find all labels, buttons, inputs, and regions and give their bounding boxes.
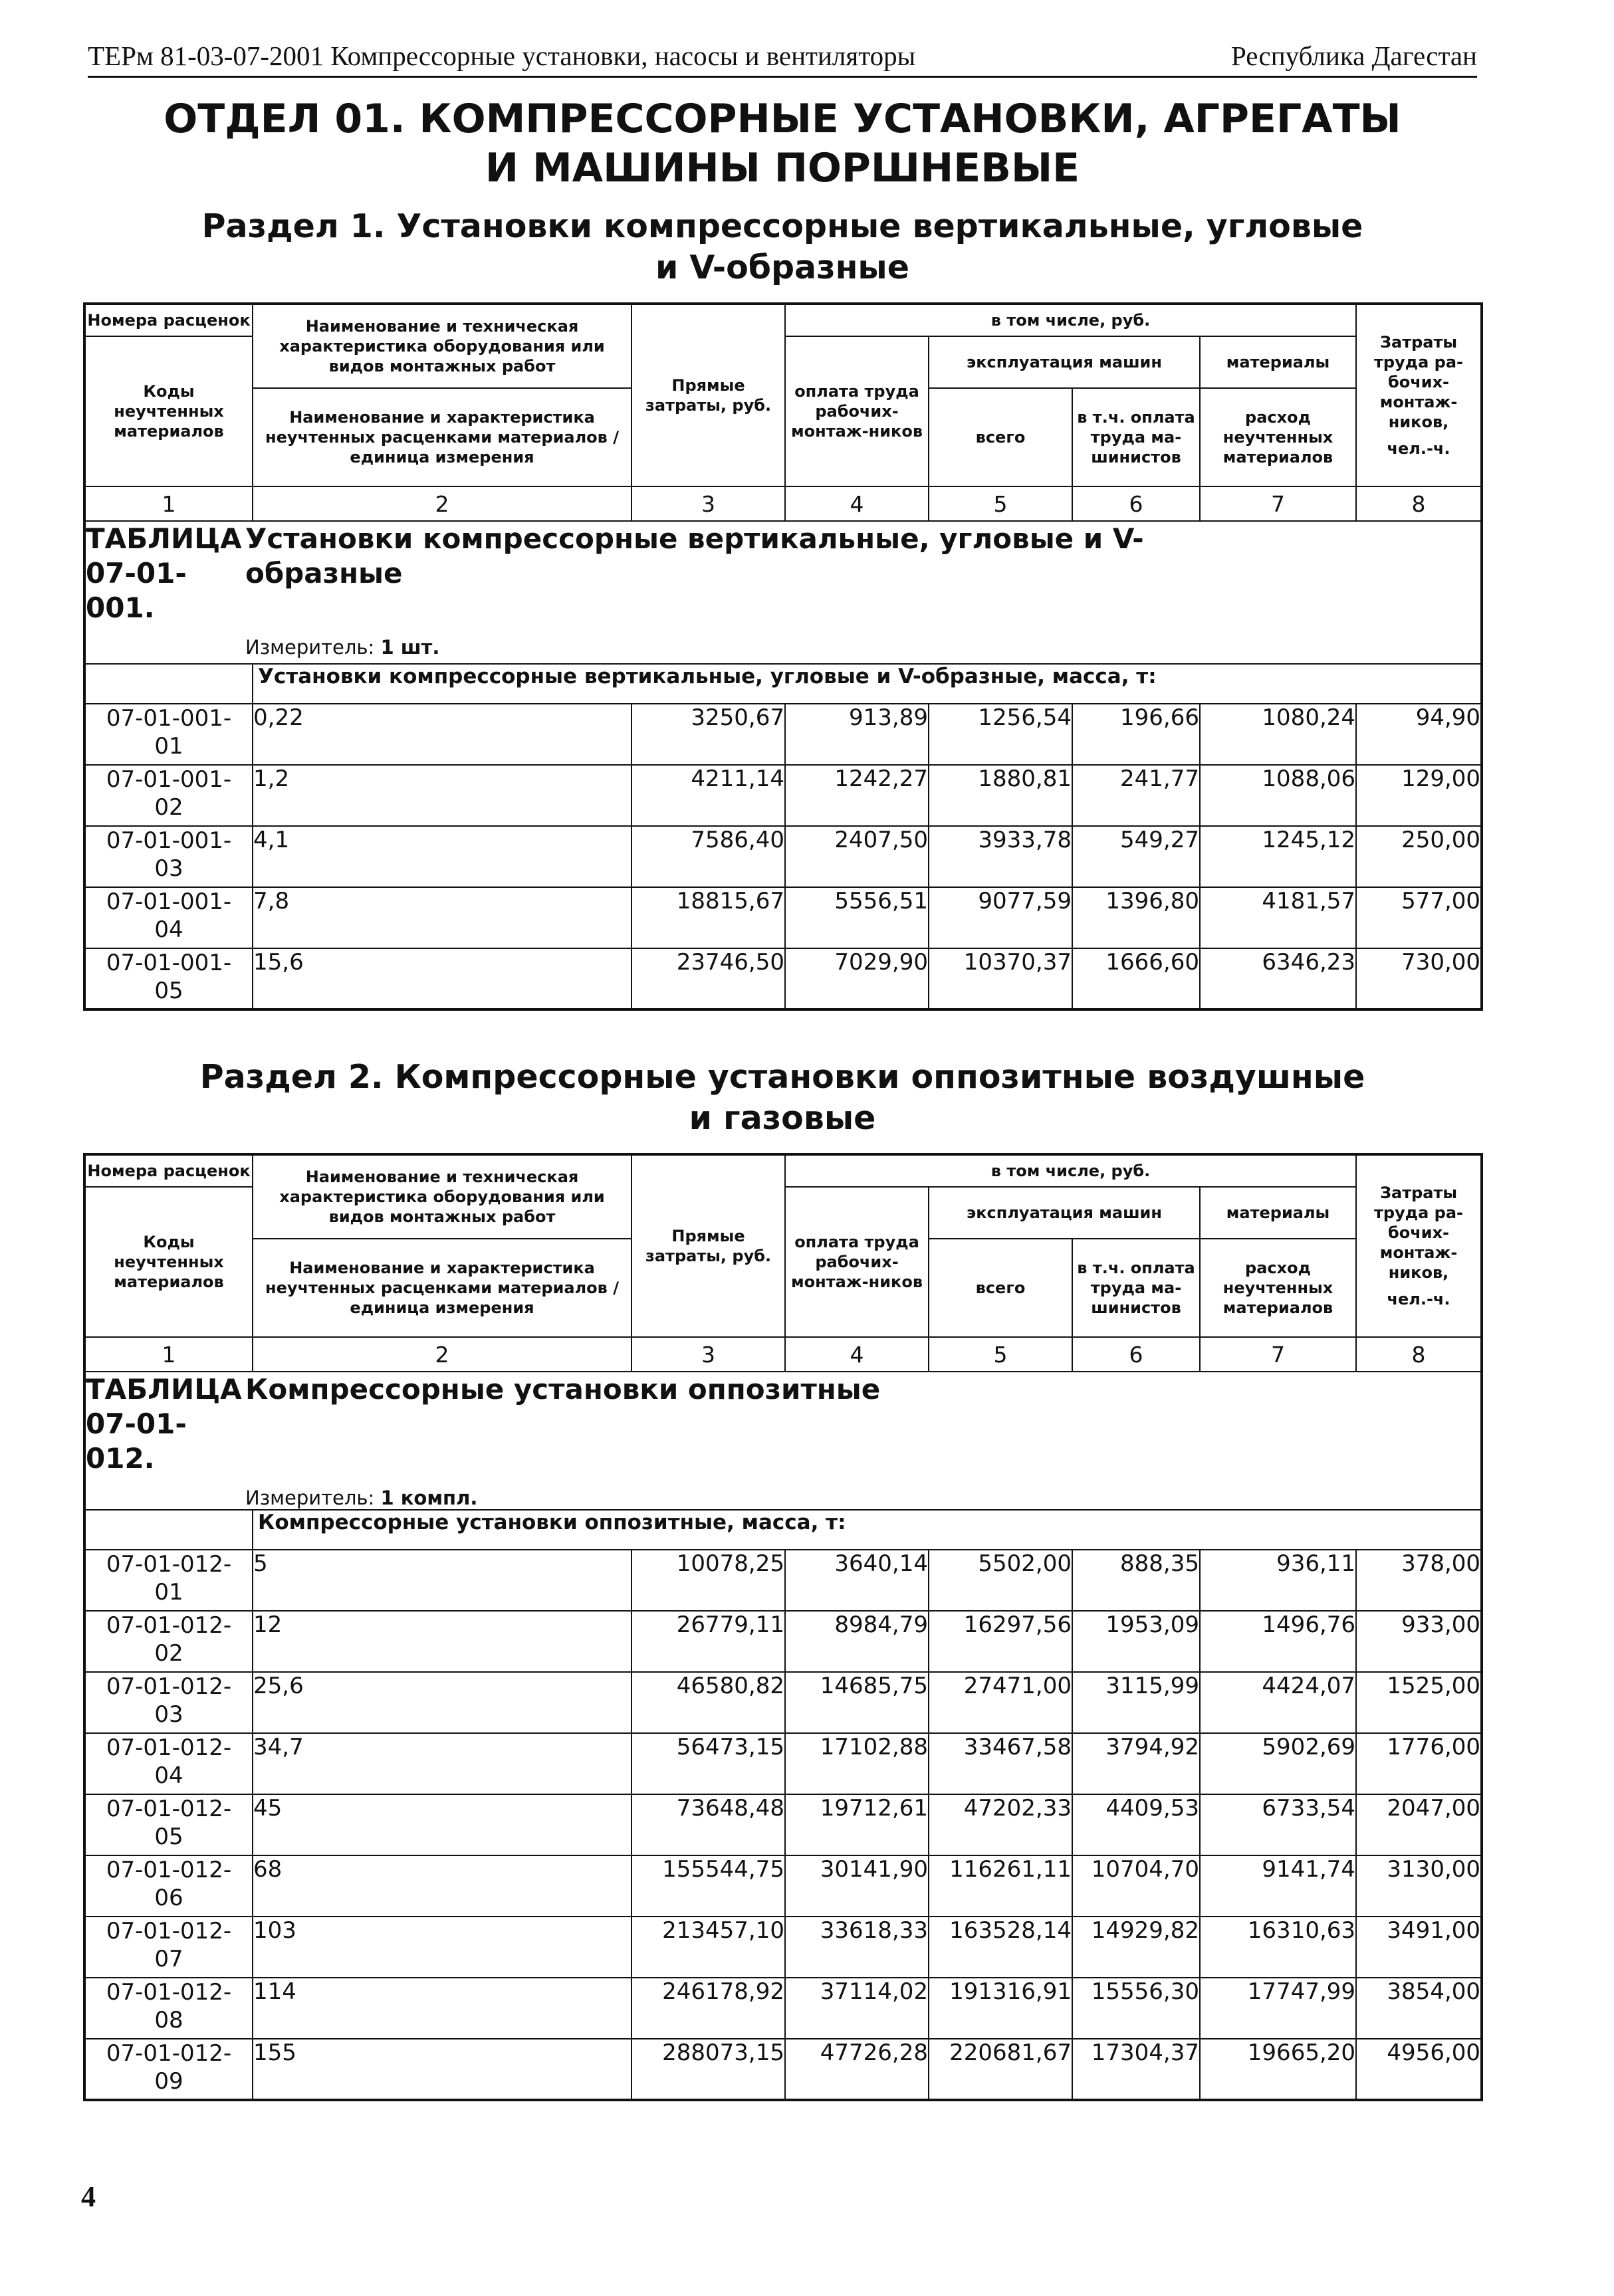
materials-cost: 1088,06	[1200, 765, 1356, 826]
col-material-code-header: Коды неучтенных материалов	[84, 1187, 253, 1337]
rate-code-line: 07-01-001-	[106, 705, 232, 732]
direct-cost: 56473,15	[632, 1733, 785, 1794]
labor-cost: 14685,75	[785, 1672, 929, 1733]
materials-cost: 16310,63	[1200, 1917, 1356, 1978]
rate-code	[84, 704, 253, 765]
table-row	[84, 826, 1482, 887]
table-row	[84, 1978, 1482, 2039]
rate-code-line: 07-01-012-	[106, 1796, 232, 1822]
col-material-code-header: Коды неучтенных материалов	[84, 336, 253, 486]
table-row	[84, 1672, 1482, 1733]
labor-cost: 5556,51	[785, 887, 929, 948]
running-header	[88, 37, 1477, 78]
col-material-name-header: Наименование и характеристика неучтенных расценками материалов / единица измерения	[253, 388, 632, 486]
col-number: 1	[84, 486, 253, 521]
rate-code-line: 01	[154, 1579, 183, 1606]
rate-code	[84, 765, 253, 826]
labor-cost: 37114,02	[785, 1978, 929, 2039]
rate-code-line: 03	[154, 855, 183, 882]
labor-cost: 19712,61	[785, 1794, 929, 1855]
drivers-cost: 196,66	[1072, 704, 1200, 765]
drivers-cost: 14929,82	[1072, 1917, 1200, 1978]
labor-hours: 933,00	[1356, 1611, 1482, 1672]
col-number: 4	[785, 1337, 929, 1372]
table-row	[84, 887, 1482, 948]
direct-cost: 46580,82	[632, 1672, 785, 1733]
drivers-cost: 888,35	[1072, 1550, 1200, 1611]
table-row	[84, 948, 1482, 1009]
labor-cost: 8984,79	[785, 1611, 929, 1672]
labor-hours: 378,00	[1356, 1550, 1482, 1611]
mass-value: 45	[253, 1794, 632, 1855]
department-title-line: И МАШИНЫ ПОРШНЕВЫЕ	[485, 145, 1080, 191]
direct-cost: 4211,14	[632, 765, 785, 826]
table-row	[84, 704, 1482, 765]
rate-code-line: 07-01-001-	[106, 888, 232, 915]
col-machines-total-header: всего	[929, 388, 1072, 486]
machines-cost: 220681,67	[929, 2039, 1072, 2100]
mass-value: 155	[253, 2039, 632, 2100]
rate-code-line: 04	[154, 916, 183, 943]
rate-code-line: 04	[154, 1762, 183, 1789]
labor-cost: 1242,27	[785, 765, 929, 826]
col-material-name-header: Наименование и характеристика неучтенных расценками материалов / единица измерения	[253, 1239, 632, 1337]
materials-cost: 936,11	[1200, 1550, 1356, 1611]
rate-code-line: 07-01-001-	[106, 950, 232, 976]
col-materials-header: материалы	[1200, 1187, 1356, 1239]
rate-code-line: 07-01-012-	[106, 2040, 232, 2067]
rate-code	[84, 826, 253, 887]
measure-value: 1 шт.	[380, 636, 440, 659]
drivers-cost: 3115,99	[1072, 1672, 1200, 1733]
table-measure	[245, 636, 1480, 659]
drivers-cost: 3794,92	[1072, 1733, 1200, 1794]
col-number: 8	[1356, 1337, 1482, 1372]
col-number: 7	[1200, 486, 1356, 521]
section-title	[88, 206, 1477, 288]
rate-code-line: 05	[154, 978, 183, 1004]
machines-cost: 47202,33	[929, 1794, 1072, 1855]
table-row	[84, 1917, 1482, 1978]
rate-code	[84, 1917, 253, 1978]
col-hours-unit: чел.-ч.	[1387, 1290, 1450, 1308]
drivers-cost: 4409,53	[1072, 1794, 1200, 1855]
col-number: 5	[929, 1337, 1072, 1372]
labor-hours: 577,00	[1356, 887, 1482, 948]
measure-value: 1 компл.	[380, 1487, 478, 1509]
table-body	[84, 1550, 1482, 2100]
price-table	[83, 302, 1483, 1011]
header-region: Республика Дагестан	[1231, 41, 1477, 71]
section-title-line: Раздел 2. Компрессорные установки оппозитные воздушные	[199, 1058, 1365, 1096]
drivers-cost: 241,77	[1072, 765, 1200, 826]
rate-code-line: 07-01-012-	[106, 1734, 232, 1761]
rate-code	[84, 1672, 253, 1733]
labor-hours: 129,00	[1356, 765, 1482, 826]
col-number: 6	[1072, 486, 1200, 521]
col-direct-header: Прямые затраты, руб.	[632, 1154, 785, 1337]
materials-cost: 1080,24	[1200, 704, 1356, 765]
col-number: 6	[1072, 1337, 1200, 1372]
labor-cost: 3640,14	[785, 1550, 929, 1611]
mass-value: 103	[253, 1917, 632, 1978]
materials-cost: 17747,99	[1200, 1978, 1356, 2039]
machines-cost: 191316,91	[929, 1978, 1072, 2039]
table-row	[84, 765, 1482, 826]
machines-cost: 9077,59	[929, 887, 1072, 948]
machines-cost: 116261,11	[929, 1855, 1072, 1917]
labor-hours: 3854,00	[1356, 1978, 1482, 2039]
direct-cost: 246178,92	[632, 1978, 785, 2039]
rate-code-line: 07-01-012-	[106, 1673, 232, 1700]
mass-value: 34,7	[253, 1733, 632, 1794]
table-label: ТАБЛИЦА 07-01-012.	[86, 1373, 242, 1475]
mass-value: 114	[253, 1978, 632, 2039]
table-row	[84, 2039, 1482, 2100]
col-incl-header: в том числе, руб.	[785, 304, 1356, 336]
direct-cost: 155544,75	[632, 1855, 785, 1917]
rate-code-line: 05	[154, 1824, 183, 1850]
machines-cost: 10370,37	[929, 948, 1072, 1009]
rate-code-line: 08	[154, 2007, 183, 2034]
drivers-cost: 1953,09	[1072, 1611, 1200, 1672]
col-material-use-header: расход неучтенных материалов	[1200, 1239, 1356, 1337]
direct-cost: 213457,10	[632, 1917, 785, 1978]
machines-cost: 33467,58	[929, 1733, 1072, 1794]
rate-code-line: 07-01-001-	[106, 827, 232, 854]
machines-cost: 3933,78	[929, 826, 1072, 887]
materials-cost: 6733,54	[1200, 1794, 1356, 1855]
table-label: ТАБЛИЦА 07-01-001.	[86, 522, 242, 624]
mass-value: 12	[253, 1611, 632, 1672]
labor-hours: 1776,00	[1356, 1733, 1482, 1794]
col-labor-header: оплата труда рабочих-монтаж-ников	[785, 336, 929, 486]
group-title: Установки компрессорные вертикальные, угловые и V-образные, масса, т:	[253, 664, 1482, 704]
labor-hours: 3491,00	[1356, 1917, 1482, 1978]
machines-cost: 27471,00	[929, 1672, 1072, 1733]
rate-code-line: 06	[154, 1885, 183, 1911]
col-material-use-header: расход неучтенных материалов	[1200, 388, 1356, 486]
materials-cost: 5902,69	[1200, 1733, 1356, 1794]
materials-cost: 4424,07	[1200, 1672, 1356, 1733]
col-number: 5	[929, 486, 1072, 521]
col-hours-header	[1356, 1154, 1482, 1337]
table-row	[84, 1550, 1482, 1611]
col-code-header: Номера расценок	[84, 1154, 253, 1187]
col-number: 1	[84, 1337, 253, 1372]
rate-code-line: 07-01-012-	[106, 1979, 232, 2006]
labor-hours: 730,00	[1356, 948, 1482, 1009]
col-number: 2	[253, 486, 632, 521]
labor-hours: 3130,00	[1356, 1855, 1482, 1917]
department-title	[88, 94, 1477, 193]
rate-code	[84, 1978, 253, 2039]
measure-label: Измеритель:	[245, 636, 375, 659]
labor-cost: 7029,90	[785, 948, 929, 1009]
group-spacer	[84, 664, 253, 704]
labor-cost: 30141,90	[785, 1855, 929, 1917]
rate-code-line: 07	[154, 1946, 183, 1972]
direct-cost: 23746,50	[632, 948, 785, 1009]
labor-cost: 33618,33	[785, 1917, 929, 1978]
mass-value: 25,6	[253, 1672, 632, 1733]
rate-code	[84, 1550, 253, 1611]
materials-cost: 6346,23	[1200, 948, 1356, 1009]
table-row	[84, 1611, 1482, 1672]
machines-cost: 5502,00	[929, 1550, 1072, 1611]
machines-cost: 163528,14	[929, 1917, 1072, 1978]
mass-value: 0,22	[253, 704, 632, 765]
section-title-line: и газовые	[689, 1099, 876, 1137]
col-direct-header: Прямые затраты, руб.	[632, 304, 785, 486]
labor-cost: 2407,50	[785, 826, 929, 887]
table-row	[84, 1794, 1482, 1855]
rate-code-line: 02	[154, 794, 183, 821]
table-name: Установки компрессорные вертикальные, угловые и V-образные	[245, 522, 1144, 589]
direct-cost: 26779,11	[632, 1611, 785, 1672]
rate-code-line: 03	[154, 1701, 183, 1728]
materials-cost: 1496,76	[1200, 1611, 1356, 1672]
drivers-cost: 10704,70	[1072, 1855, 1200, 1917]
col-hours-header-line: Затраты труда ра-бочих-монтаж-ников,	[1374, 1184, 1464, 1282]
drivers-cost: 15556,30	[1072, 1978, 1200, 2039]
group-title: Компрессорные установки оппозитные, масса, т:	[253, 1510, 1482, 1550]
rate-code-line: 07-01-012-	[106, 1857, 232, 1883]
col-number: 8	[1356, 486, 1482, 521]
col-machines-header: эксплуатация машин	[929, 1187, 1200, 1239]
header-document-title: ТЕРм 81-03-07-2001 Компрессорные установки, насосы и вентиляторы	[88, 41, 916, 71]
table-body	[84, 704, 1482, 1009]
drivers-cost: 17304,37	[1072, 2039, 1200, 2100]
machines-cost: 16297,56	[929, 1611, 1072, 1672]
drivers-cost: 1666,60	[1072, 948, 1200, 1009]
table-row	[84, 1733, 1482, 1794]
rate-code	[84, 2039, 253, 2100]
section-title	[88, 1057, 1477, 1139]
department-title-line: ОТДЕЛ 01. КОМПРЕССОРНЫЕ УСТАНОВКИ, АГРЕГАТЫ	[164, 96, 1401, 142]
materials-cost: 19665,20	[1200, 2039, 1356, 2100]
direct-cost: 10078,25	[632, 1550, 785, 1611]
col-materials-header: материалы	[1200, 336, 1356, 388]
measure-label: Измеритель:	[245, 1487, 375, 1509]
rate-code-line: 02	[154, 1640, 183, 1667]
rate-code-line: 01	[154, 733, 183, 760]
table-caption	[84, 521, 1482, 664]
col-name-header: Наименование и техническая характеристика оборудования или видов монтажных работ	[253, 304, 632, 388]
rate-code-line: 07-01-012-	[106, 1551, 232, 1578]
col-code-header: Номера расценок	[84, 304, 253, 336]
rate-code-line: 07-01-001-	[106, 766, 232, 793]
mass-value: 1,2	[253, 765, 632, 826]
col-number: 2	[253, 1337, 632, 1372]
direct-cost: 7586,40	[632, 826, 785, 887]
labor-cost: 47726,28	[785, 2039, 929, 2100]
col-drivers-header: в т.ч. оплата труда ма-шинистов	[1072, 1239, 1200, 1337]
col-incl-header: в том числе, руб.	[785, 1154, 1356, 1187]
labor-hours: 94,90	[1356, 704, 1482, 765]
rate-code	[84, 1794, 253, 1855]
table-name: Компрессорные установки оппозитные	[245, 1373, 881, 1406]
direct-cost: 73648,48	[632, 1794, 785, 1855]
table-row	[84, 1855, 1482, 1917]
page-number: 4	[81, 2180, 96, 2213]
mass-value: 5	[253, 1550, 632, 1611]
machines-cost: 1256,54	[929, 704, 1072, 765]
col-number: 7	[1200, 1337, 1356, 1372]
rate-code-line: 07-01-012-	[106, 1918, 232, 1944]
materials-cost: 1245,12	[1200, 826, 1356, 887]
direct-cost: 288073,15	[632, 2039, 785, 2100]
price-table	[83, 1153, 1483, 2101]
direct-cost: 18815,67	[632, 887, 785, 948]
rate-code	[84, 1733, 253, 1794]
col-machines-total-header: всего	[929, 1239, 1072, 1337]
direct-cost: 3250,67	[632, 704, 785, 765]
col-machines-header: эксплуатация машин	[929, 336, 1200, 388]
labor-hours: 2047,00	[1356, 1794, 1482, 1855]
drivers-cost: 549,27	[1072, 826, 1200, 887]
col-number: 3	[632, 1337, 785, 1372]
rate-code	[84, 887, 253, 948]
machines-cost: 1880,81	[929, 765, 1072, 826]
rate-code-line: 09	[154, 2068, 183, 2095]
col-drivers-header: в т.ч. оплата труда ма-шинистов	[1072, 388, 1200, 486]
labor-hours: 250,00	[1356, 826, 1482, 887]
rate-code	[84, 1611, 253, 1672]
materials-cost: 9141,74	[1200, 1855, 1356, 1917]
col-hours-header-line: Затраты труда ра-бочих-монтаж-ников,	[1374, 333, 1464, 431]
mass-value: 4,1	[253, 826, 632, 887]
col-number: 3	[632, 486, 785, 521]
col-labor-header: оплата труда рабочих-монтаж-ников	[785, 1187, 929, 1337]
col-number: 4	[785, 486, 929, 521]
rate-code	[84, 1855, 253, 1917]
table-measure	[245, 1487, 1480, 1509]
drivers-cost: 1396,80	[1072, 887, 1200, 948]
col-hours-header	[1356, 304, 1482, 486]
labor-cost: 17102,88	[785, 1733, 929, 1794]
labor-hours: 1525,00	[1356, 1672, 1482, 1733]
group-spacer	[84, 1510, 253, 1550]
col-hours-unit: чел.-ч.	[1387, 439, 1450, 458]
labor-cost: 913,89	[785, 704, 929, 765]
section-title-line: и V-образные	[655, 249, 909, 286]
rate-code-line: 07-01-012-	[106, 1612, 232, 1639]
labor-hours: 4956,00	[1356, 2039, 1482, 2100]
mass-value: 7,8	[253, 887, 632, 948]
rate-code	[84, 948, 253, 1009]
col-name-header: Наименование и техническая характеристика оборудования или видов монтажных работ	[253, 1154, 632, 1239]
section-title-line: Раздел 1. Установки компрессорные вертикальные, угловые	[201, 207, 1363, 245]
materials-cost: 4181,57	[1200, 887, 1356, 948]
mass-value: 15,6	[253, 948, 632, 1009]
table-caption	[84, 1372, 1482, 1510]
mass-value: 68	[253, 1855, 632, 1917]
